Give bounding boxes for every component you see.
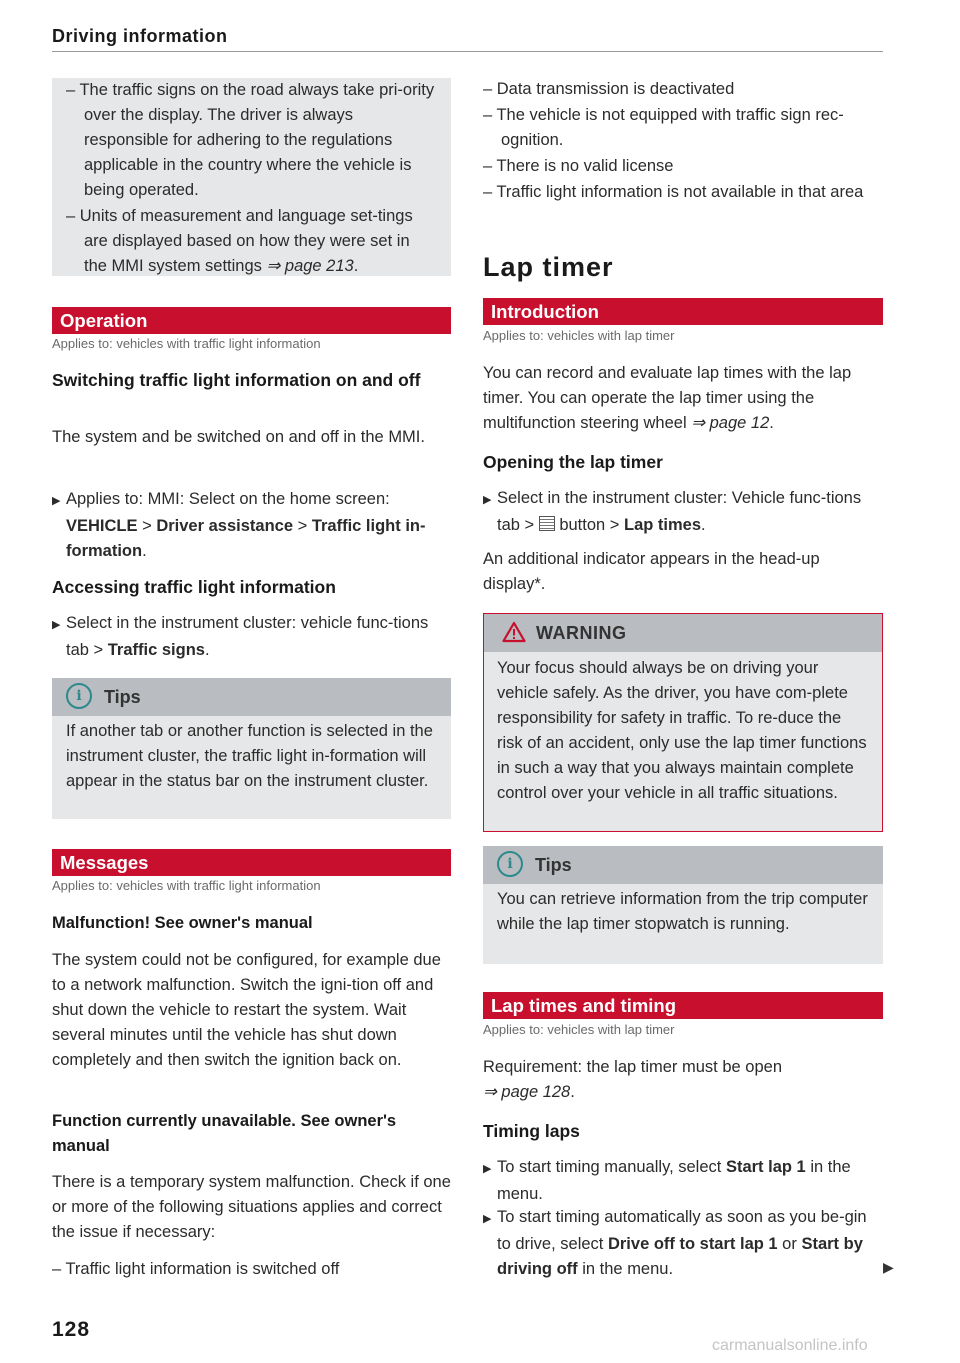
instruction-step: ▶ Applies to: MMI: Select on the home screen: VEHICLE > Driver assistance > Traffic light in-formation. xyxy=(52,490,426,560)
warning-triangle-icon xyxy=(502,621,526,643)
tips-header: i Tips xyxy=(52,678,451,716)
info-icon: i xyxy=(66,683,92,709)
tips-header: i Tips xyxy=(483,846,883,884)
triangle-bullet-icon: ▶ xyxy=(52,619,61,631)
paragraph: An additional indicator appears in the head-up display*. xyxy=(483,550,820,593)
dash-item: – There is no valid license xyxy=(483,157,674,175)
instruction-step: ▶ Select in the instrument cluster: Vehicle func-tions tab > button > Lap times. xyxy=(483,489,862,534)
section-bar-messages: Messages xyxy=(52,849,451,876)
instruction-step: ▶ Select in the instrument cluster: vehicle func-tions tab > Traffic signs. xyxy=(52,614,429,659)
warning-body xyxy=(484,652,882,831)
paragraph: Requirement: the lap timer must be open ⇒ page 128. xyxy=(483,1058,782,1101)
warning-text: Your focus should always be on driving your vehicle safely. As the driver, you have com-plete responsibility for safety in traffic. To re-duce the risk of an accident, only use the lap timer functions in such a way that you always maintain complete control over your vehicle in all traffic situations. xyxy=(497,659,867,802)
dash-list xyxy=(483,77,883,205)
tips-text: If another tab or another function is selected in the instrument cluster, the traffic light in-formation will appear in the status bar on the instrument cluster. xyxy=(66,722,433,790)
triangle-bullet-icon: ▶ xyxy=(52,495,61,507)
heading: Timing laps xyxy=(483,1121,580,1141)
paragraph: You can record and evaluate lap times with the lap timer. You can operate the lap timer using the multifunction steering wheel ⇒ page 12. xyxy=(483,364,852,432)
page-number: 128 xyxy=(52,1318,91,1341)
tips-body xyxy=(483,884,883,964)
section-bar-lap-times: Lap times and timing xyxy=(483,992,883,1019)
applies-to: Applies to: vehicles with lap timer xyxy=(483,1022,675,1037)
section-bar-introduction: Introduction xyxy=(483,298,883,325)
applies-to: Applies to: vehicles with traffic light information xyxy=(52,878,321,893)
menu-button-icon xyxy=(539,516,555,531)
note-item: – Units of measurement and language set-tings are displayed based on how they were set in the MMI system settings ⇒ page 213. xyxy=(66,207,413,275)
paragraph: The system and be switched on and off in the MMI. xyxy=(52,428,425,446)
heading: Malfunction! See owner's manual xyxy=(52,914,313,932)
instruction-step: ▶ To start timing manually, select Start lap 1 in the menu. xyxy=(483,1158,851,1203)
dash-item: – Data transmission is deactivated xyxy=(483,80,735,98)
tips-text: You can retrieve information from the trip computer while the lap timer stopwatch is running. xyxy=(497,890,868,933)
triangle-bullet-icon: ▶ xyxy=(483,1213,492,1225)
section-bar-operation: Operation xyxy=(52,307,451,334)
dash-item: – Traffic light information is not available in that area xyxy=(483,183,864,201)
applies-to: Applies to: vehicles with traffic light information xyxy=(52,336,321,351)
note-item: – The traffic signs on the road always take pri-ority over the display. The driver is always responsible for adhering to the regulations applicable in the country where the vehicle is being operated. xyxy=(66,81,435,199)
heading: Accessing traffic light information xyxy=(52,577,336,597)
heading: Opening the lap timer xyxy=(483,452,663,472)
header-divider xyxy=(52,51,883,52)
triangle-bullet-icon: ▶ xyxy=(483,1163,492,1175)
heading: Function currently unavailable. See owner's manual xyxy=(52,1112,397,1155)
applies-to: Applies to: vehicles with lap timer xyxy=(483,328,675,343)
watermark: carmanualsonline.info xyxy=(712,1337,868,1354)
warning-header: WARNING xyxy=(484,614,882,652)
triangle-bullet-icon: ▶ xyxy=(483,494,492,506)
page-link[interactable]: ⇒ page 213 xyxy=(266,257,354,275)
tips-body xyxy=(52,716,451,819)
paragraph: The system could not be configured, for example due to a network malfunction. Switch the igni-tion off and shut down the vehicle to restart the system. Wait several minutes until the vehicle has shut down completely and then switch the ignition back on. xyxy=(52,951,441,1069)
dash-item: – Traffic light information is switched off xyxy=(52,1260,340,1278)
section-header: Driving information xyxy=(52,26,228,46)
tips-box xyxy=(483,846,883,964)
warning-box xyxy=(483,613,883,832)
info-icon: i xyxy=(497,851,523,877)
note-box xyxy=(52,78,451,276)
page-link[interactable]: ⇒ page 128 xyxy=(483,1083,571,1101)
instruction-step: ▶ To start timing automatically as soon as you be-gin to drive, select Drive off to start lap 1 or Start by driving off in the menu. xyxy=(483,1208,867,1278)
page-link[interactable]: ⇒ page 12 xyxy=(691,414,770,432)
paragraph: There is a temporary system malfunction. Check if one or more of the following situations applies and correct the issue if necessary: xyxy=(52,1173,451,1241)
dash-item: – The vehicle is not equipped with traffic sign rec-ognition. xyxy=(483,106,844,149)
continue-arrow-icon: ▶ xyxy=(883,1259,894,1275)
chapter-title: Lap timer xyxy=(483,252,614,282)
tips-box xyxy=(52,678,451,819)
heading: Switching traffic light information on and off xyxy=(52,370,421,390)
